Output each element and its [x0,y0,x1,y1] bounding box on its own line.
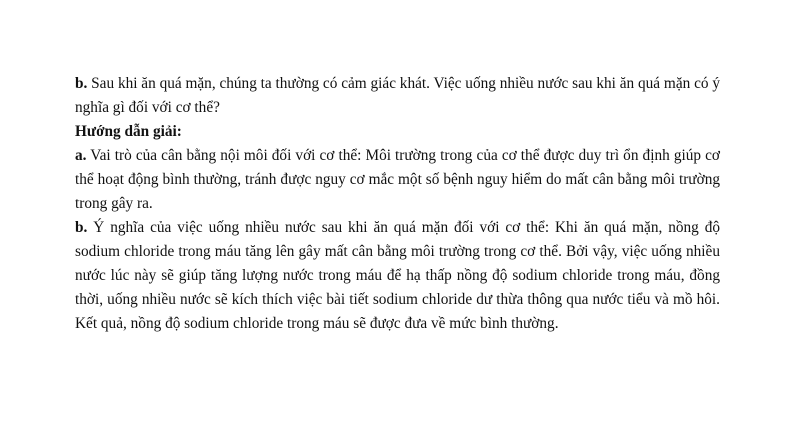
answer-b-paragraph [75,216,720,336]
question-b-text: Sau khi ăn quá mặn, chúng ta thường có cảm giác khát. Việc uống nhiều nước sau khi ăn quá mặn có ý nghĩa gì đối với cơ thể? [75,75,720,116]
solution-heading: Hướng dẫn giải: [75,123,182,140]
document-body [75,72,720,336]
answer-b-label: b. [75,219,88,236]
answer-a-label: a. [75,147,87,164]
answer-a-text: Vai trò của cân bằng nội môi đối với cơ thể: Môi trường trong của cơ thể được duy trì ổn định giúp cơ thể hoạt động bình thường, tránh được nguy cơ mắc một số bệnh nguy hiểm do mất cân bằng môi trường trong gây ra. [75,147,720,212]
answer-a-paragraph [75,144,720,216]
answer-b-text: Ý nghĩa của việc uống nhiều nước sau khi ăn quá mặn đối với cơ thể: Khi ăn quá mặn, nồng độ sodium chloride trong máu tăng lên gây mất cân bằng môi trường trong cơ thể. Bởi vậy, việc uống nhiều nước lúc này sẽ giúp tăng lượng nước trong máu để hạ thấp nồng độ sodium chloride trong máu, đồng thời, uống nhiều nước sẽ kích thích việc bài tiết sodium chloride dư thừa thông qua nước tiểu và mồ hôi. Kết quả, nồng độ sodium chloride trong máu sẽ được đưa về mức bình thường. [75,219,720,332]
question-b-label: b. [75,75,88,92]
question-b-paragraph [75,72,720,120]
